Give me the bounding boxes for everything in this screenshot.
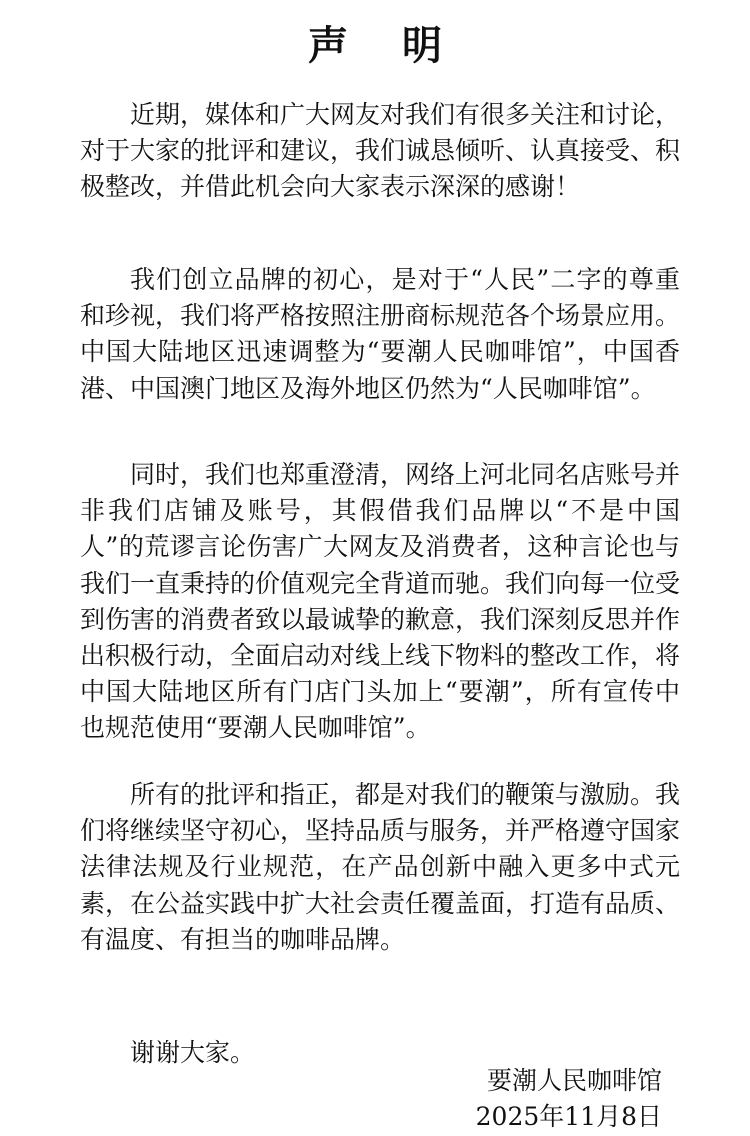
paragraph-commitment: 所有的批评和指正，都是对我们的鞭策与激励。我们将继续坚守初心，坚持品质与服务，并严格遵守国家法律法规及行业规范，在产品创新中融入更多中式元素，在公益实践中扩大社会责任覆盖面，打造有品质、有温度、有担当的咖啡品牌。 bbox=[80, 780, 681, 954]
signature-date: 2025年11月8日 bbox=[475, 1102, 662, 1131]
paragraph-thanks: 谢谢大家。 bbox=[130, 1038, 256, 1067]
document-title: 声 明 bbox=[308, 22, 462, 69]
signature-name: 要潮人民咖啡馆 bbox=[486, 1066, 662, 1095]
paragraph-gratitude: 近期，媒体和广大网友对我们有很多关注和讨论，对于大家的批评和建议，我们诚恳倾听、认真接受、积极整改，并借此机会向大家表示深深的感谢！ bbox=[80, 100, 681, 202]
paragraph-brand-name: 我们创立品牌的初心，是对于“人民”二字的尊重和珍视，我们将严格按照注册商标规范各个场景应用。中国大陆地区迅速调整为“要潮人民咖啡馆”，中国香港、中国澳门地区及海外地区仍然为“人民咖啡馆”。 bbox=[80, 265, 681, 403]
paragraph-clarification: 同时，我们也郑重澄清，网络上河北同名店账号并非我们店铺及账号，其假借我们品牌以“不是中国人”的荒谬言论伤害广大网友及消费者，这种言论也与我们一直秉持的价值观完全背道而驰。我们向每一位受到伤害的消费者致以最诚挚的歉意，我们深刻反思并作出积极行动，全面启动对线上线下物料的整改工作，将中国大陆地区所有门店门头加上“要潮”，所有宣传中也规范使用“要潮人民咖啡馆”。 bbox=[80, 460, 681, 743]
